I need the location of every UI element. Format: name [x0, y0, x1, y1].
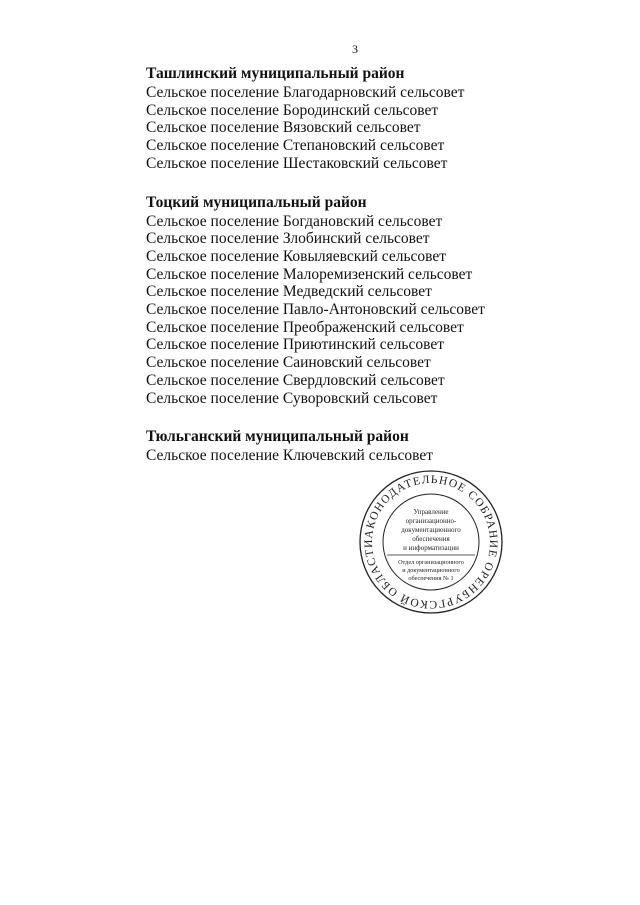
document-body	[146, 64, 616, 485]
page-number: 3	[352, 42, 358, 56]
list-item: Сельское поселение Медведский сельсовет	[146, 283, 432, 301]
list-item: Сельское поселение Суворовский сельсовет	[146, 389, 438, 407]
list-item: Сельское поселение Вязовский сельсовет	[146, 119, 421, 137]
stamp-inner-line: обеспечения	[412, 535, 450, 543]
stamp-bottom-line: обеспечения № 1	[408, 575, 454, 582]
list-item: Сельское поселение Малоремизенский сельсовет	[146, 265, 473, 283]
list-item: Сельское поселение Саиновский сельсовет	[146, 354, 431, 372]
stamp-bottom-line: Отдел организационного	[398, 559, 464, 566]
stamp-ring-text: АКОНОДАТЕЛЬНОЕ СОБРАНИЕ ОРЕНБУРГСКОЙ ОБЛАСТИ	[362, 473, 500, 611]
list-item: Сельское поселение Благодарновский сельсовет	[146, 84, 465, 101]
list-item: Сельское поселение Шестаковский сельсовет	[146, 154, 448, 172]
stamp-inner-line: документационного	[401, 526, 461, 534]
list-item: Сельское поселение Степановский сельсовет	[146, 137, 445, 155]
stamp-inner-line: и информатизации	[403, 544, 459, 552]
section-title: Ташлинский муниципальный район	[146, 65, 405, 82]
list-item: Сельское поселение Злобинский сельсовет	[146, 230, 430, 248]
list-item: Сельское поселение Богдановский сельсовет	[146, 212, 443, 230]
list-item: Сельское поселение Преображенский сельсовет	[146, 318, 464, 336]
list-item: Сельское поселение Ковыляевский сельсовет	[146, 247, 447, 265]
section-tashlinsky	[146, 64, 616, 173]
list-item: Сельское поселение Приютинский сельсовет	[146, 336, 444, 354]
stamp-bottom-line: и документационного	[402, 567, 460, 574]
list-item: Сельское поселение Павло-Антоновский сельсовет	[146, 301, 485, 319]
list-item: Сельское поселение Бородинский сельсовет	[146, 101, 439, 119]
section-title: Тюльганский муниципальный район	[146, 428, 409, 446]
list-item: Сельское поселение Ключевский сельсовет	[146, 447, 433, 465]
stamp-seal	[358, 469, 504, 615]
section-tyulgansky	[146, 427, 616, 465]
official-stamp	[358, 469, 504, 615]
section-title: Тоцкий муниципальный район	[146, 193, 367, 211]
stamp-inner-line: Управление	[413, 508, 449, 516]
list-item: Сельское поселение Свердловский сельсовет	[146, 371, 445, 389]
section-totsky	[146, 193, 616, 408]
stamp-inner-line: организационно-	[405, 517, 457, 525]
